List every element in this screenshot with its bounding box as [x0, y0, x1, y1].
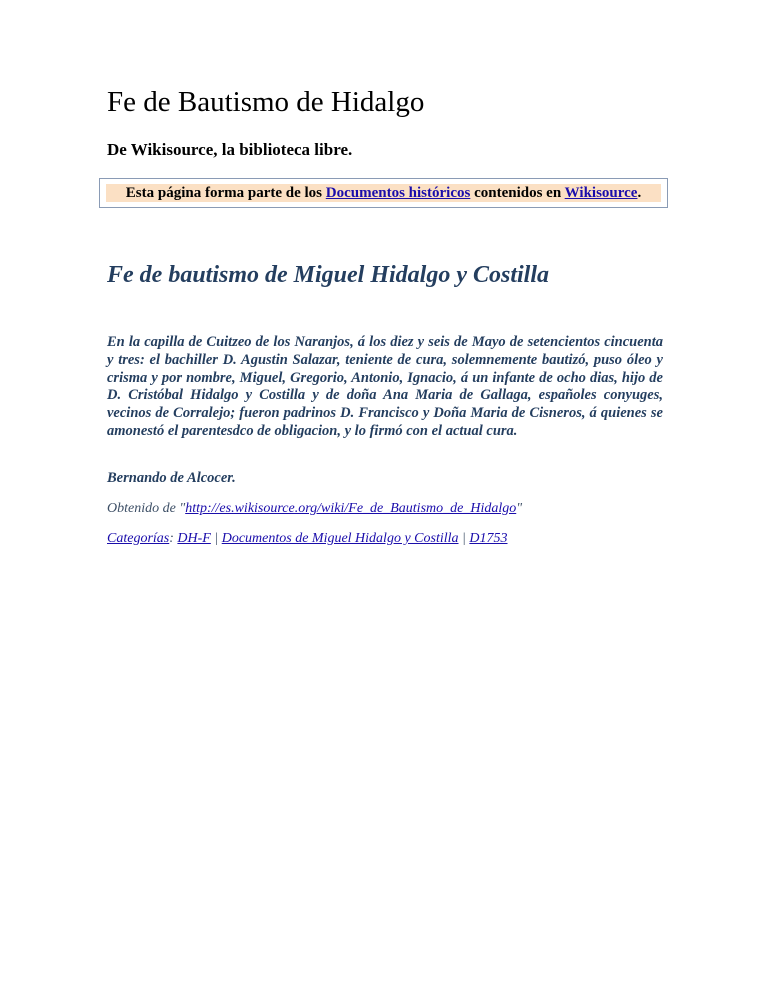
notice-suffix: . [637, 185, 642, 201]
obtained-suffix: " [516, 501, 523, 516]
categories-label-link[interactable]: Categorías [107, 531, 170, 546]
category-separator: | [458, 531, 470, 546]
categories-line [107, 531, 508, 547]
notice-box [99, 178, 668, 208]
source-url-link[interactable]: http://es.wikisource.org/wiki/Fe_de_Bautismo_de_Hidalgo [185, 501, 517, 516]
page-subtitle: De Wikisource, la biblioteca libre. [107, 140, 353, 159]
document-body: En la capilla de Cuitzeo de los Naranjos, á los diez y seis de Mayo de setencientos cincuenta y tres: el bachiller D. Agustin Salazar, teniente de cura, solemnemente bautizó, puso óleo y crisma y por nombre, Miguel, Gregorio, Antonio, Ignacio, á un infante de ocho dias, hijo de D. Cristóbal Hidalgo y Costilla y de doña Ana Maria de Gallaga, españoles conyuges, vecinos de Corralejo; fueron padrinos D. Francisco y Doña Maria de Cisneros, á quienes se amonestó el parentesdco de obligacion, y lo firmó con el actual cura. [107, 334, 663, 439]
document-heading: Fe de bautismo de Miguel Hidalgo y Costilla [107, 262, 550, 288]
page-title: Fe de Bautismo de Hidalgo [107, 86, 425, 118]
category-link-documentos-hidalgo[interactable]: Documentos de Miguel Hidalgo y Costilla [221, 531, 459, 546]
categories-colon: : [169, 531, 174, 546]
notice-banner [106, 184, 661, 202]
category-link-dh-f[interactable]: DH-F [177, 531, 211, 546]
category-separator: | [210, 531, 222, 546]
notice-prefix: Esta página forma parte de los [125, 185, 326, 201]
notice-middle: contenidos en [470, 185, 565, 201]
documentos-historicos-link[interactable]: Documentos históricos [325, 185, 471, 201]
category-link-d1753[interactable]: D1753 [469, 531, 508, 546]
document-signature: Bernando de Alcocer. [107, 470, 236, 486]
obtained-from [107, 501, 522, 517]
obtained-prefix: Obtenido de " [107, 501, 186, 516]
wikisource-link[interactable]: Wikisource [564, 185, 638, 201]
